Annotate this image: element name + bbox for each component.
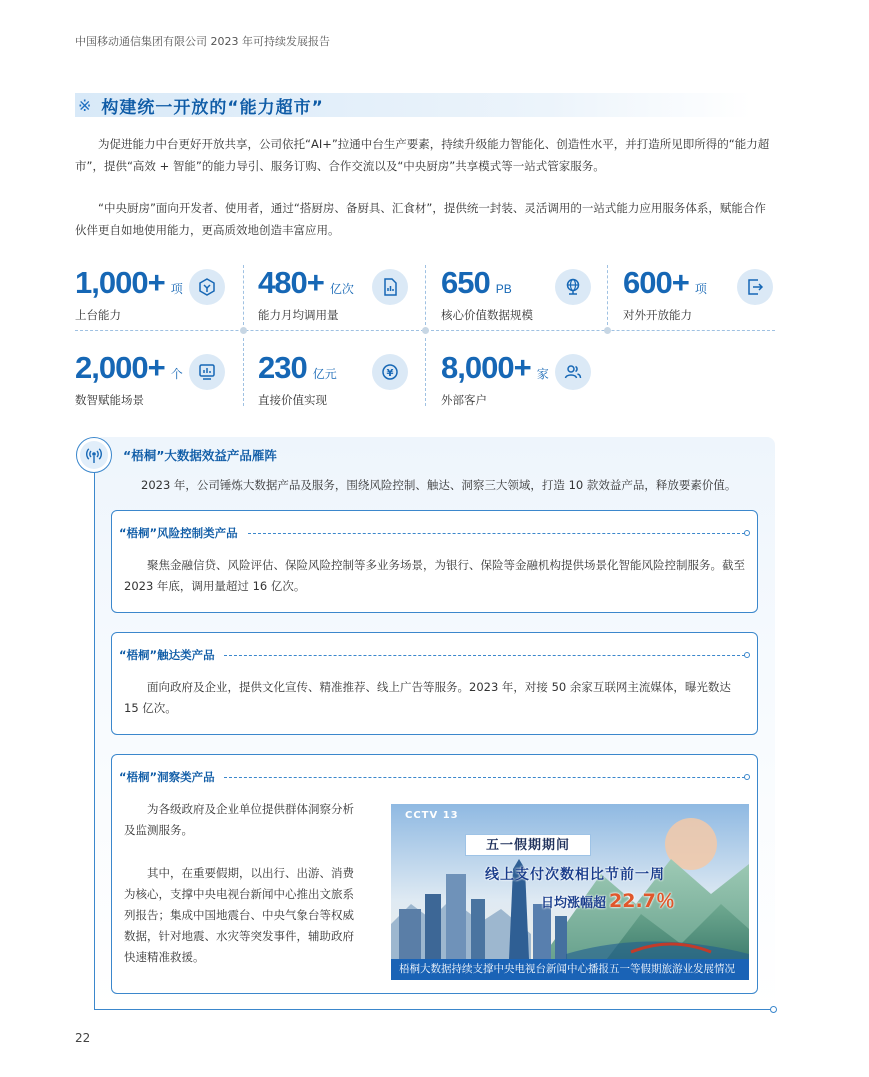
stat-value: 480+ — [258, 265, 324, 300]
stat-item — [441, 265, 611, 335]
panel-bottom-line — [94, 1009, 772, 1010]
monitor-chart-icon — [189, 354, 225, 390]
divider — [243, 338, 244, 406]
stat-value: 8,000+ — [441, 350, 531, 385]
stat-label: 上台能力 — [75, 308, 121, 322]
stat-unit: 亿元 — [312, 367, 337, 381]
card-line-dot — [744, 652, 750, 658]
product-card-reach — [111, 632, 758, 735]
tv-growth-value: 22.7％ — [609, 890, 675, 912]
stat-unit: 亿次 — [329, 282, 354, 296]
broadcast-badge — [76, 437, 112, 473]
divider-dot — [604, 327, 611, 334]
divider — [607, 265, 608, 325]
card-body: 聚焦金融信贷、风险评估、保险风险控制等多业务场景，为银行、保险等金融机构提供场景化智能风险控制服务。截至 2023 年底，调用量超过 16 亿次。 — [124, 558, 745, 593]
page-number: 22 — [75, 1031, 91, 1045]
product-card-risk-control — [111, 510, 758, 613]
stat-unit: 项 — [170, 282, 183, 296]
stat-value: 1,000+ — [75, 265, 165, 300]
document-chart-icon — [372, 269, 408, 305]
divider — [425, 338, 426, 406]
card-body-paragraph: 其中，在重要假期，以出行、出游、消费为核心，支撑中央电视台新闻中心推出文旅系列报告；集成中国地震台、中央气象台等权威数据，针对地震、水灾等突发事件，辅助政府快速精准救援。 — [124, 866, 354, 964]
hexagon-check-icon — [189, 269, 225, 305]
globe-stand-icon — [555, 269, 591, 305]
section-title-bar — [75, 93, 751, 117]
broadcast-icon — [80, 441, 108, 469]
panel-connector-line — [94, 470, 95, 1010]
card-dashed-line — [248, 533, 745, 534]
card-title: “梧桐”触达类产品 — [119, 648, 215, 662]
stat-label: 对外开放能力 — [623, 308, 692, 322]
divider — [243, 265, 244, 325]
card-line-dot — [744, 774, 750, 780]
stat-item — [258, 350, 428, 420]
stat-unit: 个 — [170, 367, 183, 381]
stat-item — [75, 265, 245, 335]
panel-intro: 2023 年，公司锤炼大数据产品及服务，围绕风险控制、触达、洞察三大领域，打造 10 款效益产品，释放要素价值。 — [141, 478, 737, 492]
users-icon — [555, 354, 591, 390]
divider-dot — [422, 327, 429, 334]
stat-value: 230 — [258, 350, 307, 385]
stat-label: 数智赋能场景 — [75, 393, 144, 407]
panel-title: “梧桐”大数据效益产品雁阵 — [123, 448, 277, 463]
divider-dot — [240, 327, 247, 334]
stat-item — [623, 265, 793, 335]
stat-label: 外部客户 — [441, 393, 487, 407]
stat-item — [75, 350, 245, 420]
stat-unit: 项 — [694, 282, 707, 296]
card-body: 面向政府及企业，提供文化宣传、精准推荐、线上广告等服务。2023 年，对接 50 余家互联网主流媒体，曝光数达 15 亿次。 — [124, 680, 731, 715]
product-card-insight — [111, 754, 758, 994]
panel-end-dot — [770, 1006, 777, 1013]
card-dashed-line — [224, 655, 745, 656]
svg-text:¥: ¥ — [386, 368, 394, 379]
report-header: 中国移动通信集团有限公司 2023 年可持续发展报告 — [75, 35, 330, 48]
divider — [425, 265, 426, 325]
section-mark-icon: ※ — [78, 95, 92, 115]
tv-headline: 五一假期期间 — [465, 834, 591, 856]
tv-growth-label: 日均涨幅超 — [541, 896, 607, 911]
stat-value: 600+ — [623, 265, 689, 300]
intro-paragraph-1: 为促进能力中台更好开放共享，公司依托“AI+”拉通中台生产要素，持续升级能力智能化、创造性水平，并打造所见即所得的“能力超市”，提供“高效 + 智能”的能力导引、服务订购、合作交流以及“中央厨房”共享模式等一站式管家服务。 — [75, 137, 770, 173]
stat-label: 直接价值实现 — [258, 393, 327, 407]
stat-label: 能力月均调用量 — [258, 308, 339, 322]
stat-value: 650 — [441, 265, 490, 300]
stat-label: 核心价值数据规模 — [441, 308, 533, 322]
open-export-icon — [737, 269, 773, 305]
yuan-coin-icon — [372, 354, 408, 390]
tv-subtitle: 线上支付次数相比节前一周 — [485, 867, 665, 883]
section-title: 构建统一开放的“能力超市” — [101, 97, 324, 118]
stat-item — [258, 265, 428, 335]
card-dashed-line — [224, 777, 745, 778]
stat-unit: PB — [495, 282, 512, 296]
card-title: “梧桐”风险控制类产品 — [119, 526, 238, 540]
stat-value: 2,000+ — [75, 350, 165, 385]
card-line-dot — [744, 530, 750, 536]
intro-paragraph-2: “中央厨房”面向开发者、使用者，通过“搭厨房、备厨具、汇食材”，提供统一封装、灵活调用的一站式能力应用服务体系，赋能合作伙伴更自如地使用能力，更高质效地创造丰富应用。 — [75, 201, 766, 237]
tv-growth-line — [541, 886, 675, 913]
card-title: “梧桐”洞察类产品 — [119, 770, 215, 784]
stat-unit: 家 — [536, 367, 549, 381]
news-broadcast-image — [391, 804, 749, 980]
card-body-paragraph: 为各级政府及企业单位提供群体洞察分析及监测服务。 — [124, 802, 354, 837]
stat-item — [441, 350, 611, 420]
image-caption: 梧桐大数据持续支撑中央电视台新闻中心播报五一等假期旅游业发展情况 — [391, 959, 749, 980]
tv-channel-logo: CCTV 13 — [405, 810, 459, 821]
